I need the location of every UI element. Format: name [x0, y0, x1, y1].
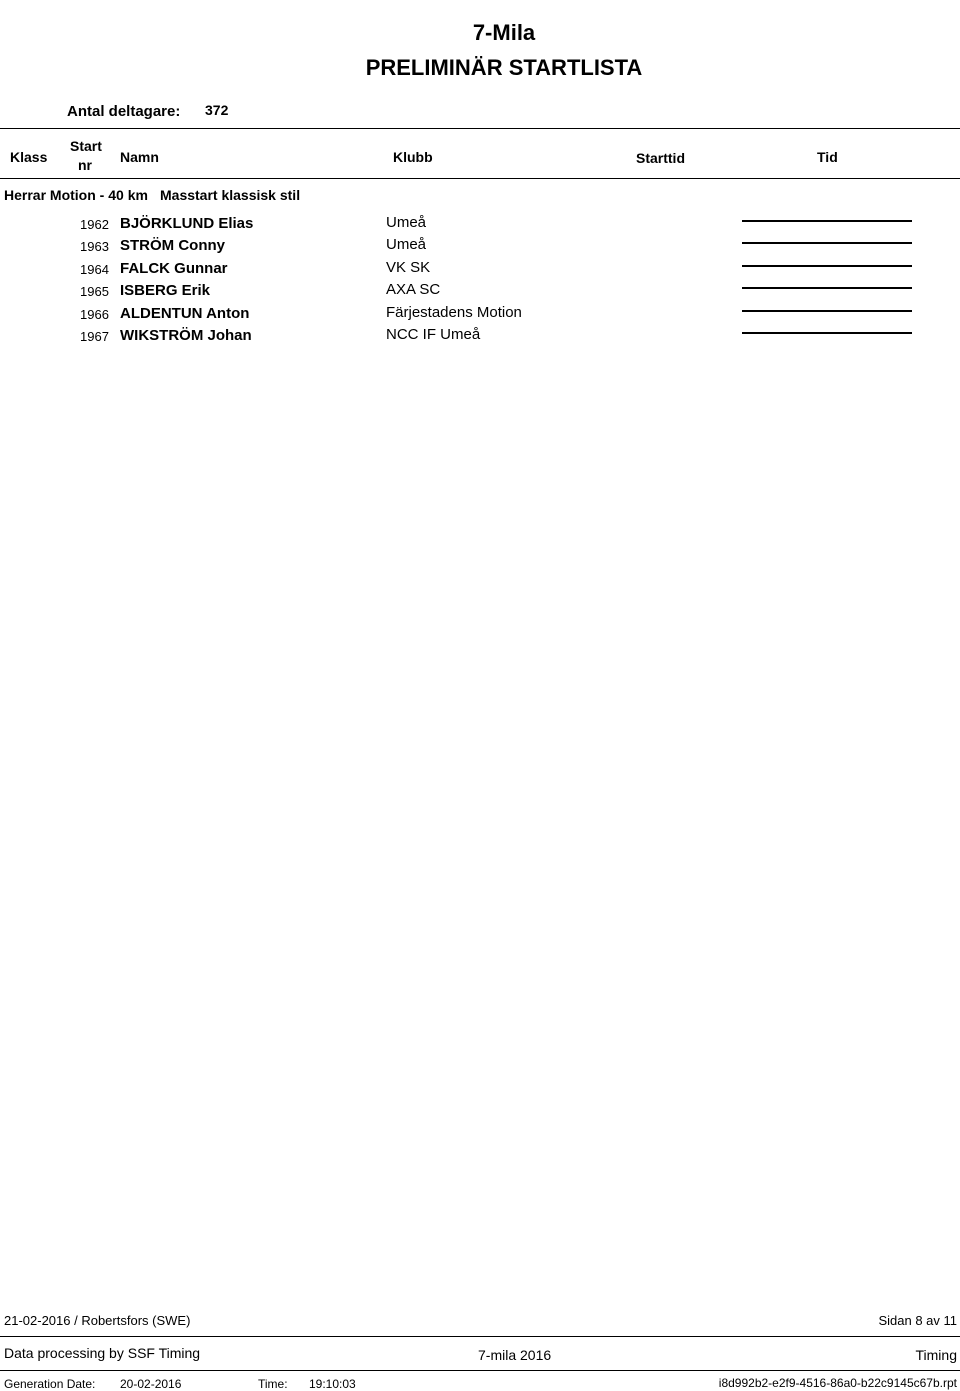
athlete-name: BJÖRKLUND Elias	[120, 215, 254, 232]
start-number: 1965	[80, 284, 109, 299]
club-name: Umeå	[386, 236, 427, 253]
footer-page-number: Sidan 8 av 11	[878, 1313, 957, 1328]
start-number: 1966	[80, 307, 109, 322]
time-blank-line	[742, 242, 912, 244]
club-name: NCC IF Umeå	[386, 326, 481, 343]
col-start-nr: nr	[78, 157, 92, 173]
time-blank-line	[742, 332, 912, 334]
club-name: AXA SC	[386, 281, 441, 298]
generation-date-label: Generation Date:	[4, 1377, 96, 1391]
report-file-name: i8d992b2-e2f9-4516-86a0-b22c9145c67b.rpt	[718, 1376, 957, 1390]
athlete-name: ALDENTUN Anton	[120, 305, 250, 322]
generation-date-value: 20-02-2016	[120, 1377, 182, 1391]
footer-processing: Data processing by SSF Timing	[4, 1345, 201, 1361]
header-divider-bottom	[0, 178, 960, 179]
participant-count-value: 372	[205, 102, 229, 118]
start-number: 1962	[80, 217, 109, 232]
col-klass: Klass	[10, 149, 48, 165]
start-number: 1964	[80, 262, 109, 277]
start-number: 1963	[80, 239, 109, 254]
athlete-name: ISBERG Erik	[120, 282, 211, 299]
club-name: VK SK	[386, 259, 431, 276]
section-title: Herrar Motion - 40 km	[4, 187, 148, 203]
page-title: PRELIMINÄR STARTLISTA	[365, 55, 643, 80]
list-item	[0, 326, 960, 348]
col-start: Start	[70, 138, 102, 154]
col-klubb: Klubb	[393, 149, 433, 165]
generation-time-label: Time:	[258, 1377, 288, 1391]
footer-event-year: 7-mila 2016	[478, 1347, 552, 1363]
athlete-name: STRÖM Conny	[120, 237, 225, 254]
athlete-name: WIKSTRÖM Johan	[120, 327, 252, 344]
footer-date-place: 21-02-2016 / Robertsfors (SWE)	[4, 1313, 191, 1328]
section-subtitle: Masstart klassisk stil	[160, 187, 301, 203]
footer-timing: Timing	[915, 1347, 957, 1363]
time-blank-line	[742, 265, 912, 267]
start-number: 1967	[80, 329, 109, 344]
participant-count-label: Antal deltagare:	[67, 103, 181, 120]
time-blank-line	[742, 310, 912, 312]
list-item	[0, 281, 960, 303]
footer-divider-bottom	[0, 1370, 960, 1371]
club-name: Färjestadens Motion	[386, 304, 522, 321]
club-name: Umeå	[386, 214, 427, 231]
time-blank-line	[742, 220, 912, 222]
generation-time-value: 19:10:03	[309, 1377, 356, 1391]
col-starttid: Starttid	[636, 150, 685, 166]
list-item	[0, 304, 960, 326]
list-item	[0, 214, 960, 236]
list-item	[0, 236, 960, 258]
event-title: 7-Mila	[472, 20, 536, 45]
header-divider-top	[0, 128, 960, 129]
footer-divider-top	[0, 1336, 960, 1337]
col-tid: Tid	[817, 149, 838, 165]
time-blank-line	[742, 287, 912, 289]
athlete-name: FALCK Gunnar	[120, 260, 228, 277]
list-item	[0, 259, 960, 281]
col-namn: Namn	[120, 149, 159, 165]
